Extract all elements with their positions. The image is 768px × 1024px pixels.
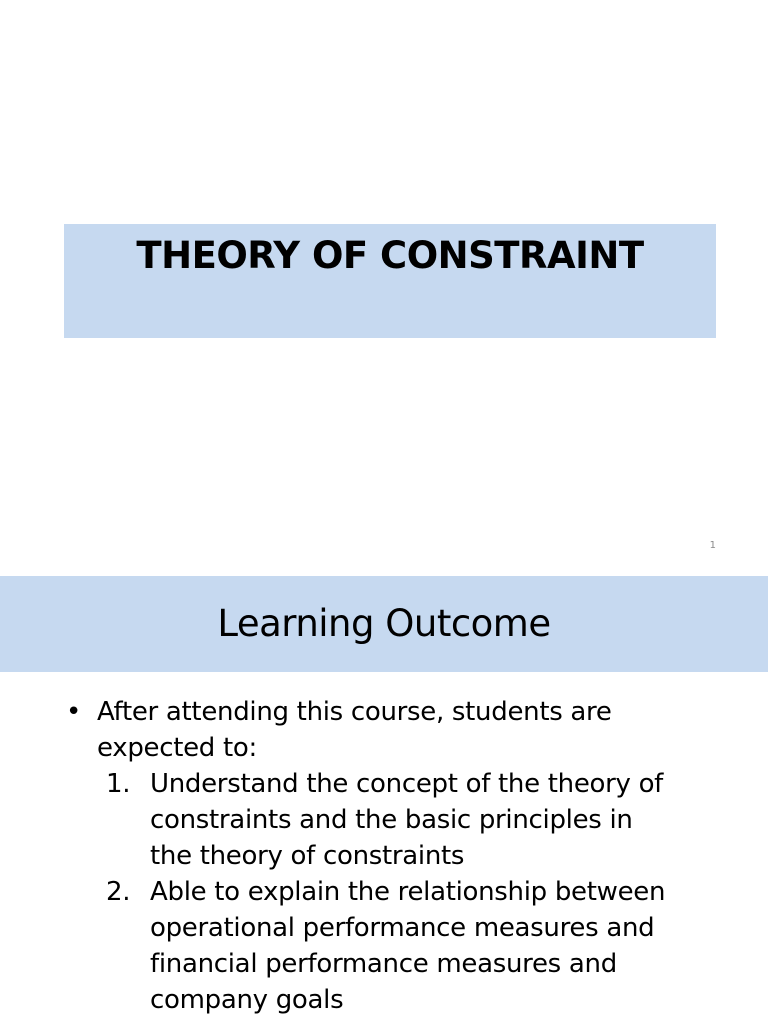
text-line: Able to explain the relationship between bbox=[150, 877, 666, 907]
text-line: expected to: bbox=[97, 733, 257, 763]
text-line: the theory of constraints bbox=[150, 841, 465, 871]
text-line: constraints and the basic principles in bbox=[150, 805, 633, 835]
list-number: 2. bbox=[106, 877, 131, 907]
text-line: operational performance measures and bbox=[150, 913, 655, 943]
bullet-text bbox=[97, 694, 697, 766]
slide-title: THEORY OF CONSTRAINT bbox=[136, 234, 644, 277]
list-item bbox=[150, 766, 730, 874]
page-number: 1 bbox=[709, 540, 716, 551]
text-line: After attending this course, students are bbox=[97, 697, 612, 727]
slide-title: Learning Outcome bbox=[217, 602, 551, 645]
title-band bbox=[64, 224, 716, 338]
text-line: Understand the concept of the theory of bbox=[150, 769, 664, 799]
list-number: 1. bbox=[106, 769, 131, 799]
text-line: company goals bbox=[150, 985, 344, 1015]
title-band bbox=[0, 576, 768, 672]
list-item bbox=[150, 874, 730, 1018]
text-line: financial performance measures and bbox=[150, 949, 617, 979]
bullet-icon: • bbox=[66, 697, 82, 727]
slide-2 bbox=[0, 576, 768, 1024]
